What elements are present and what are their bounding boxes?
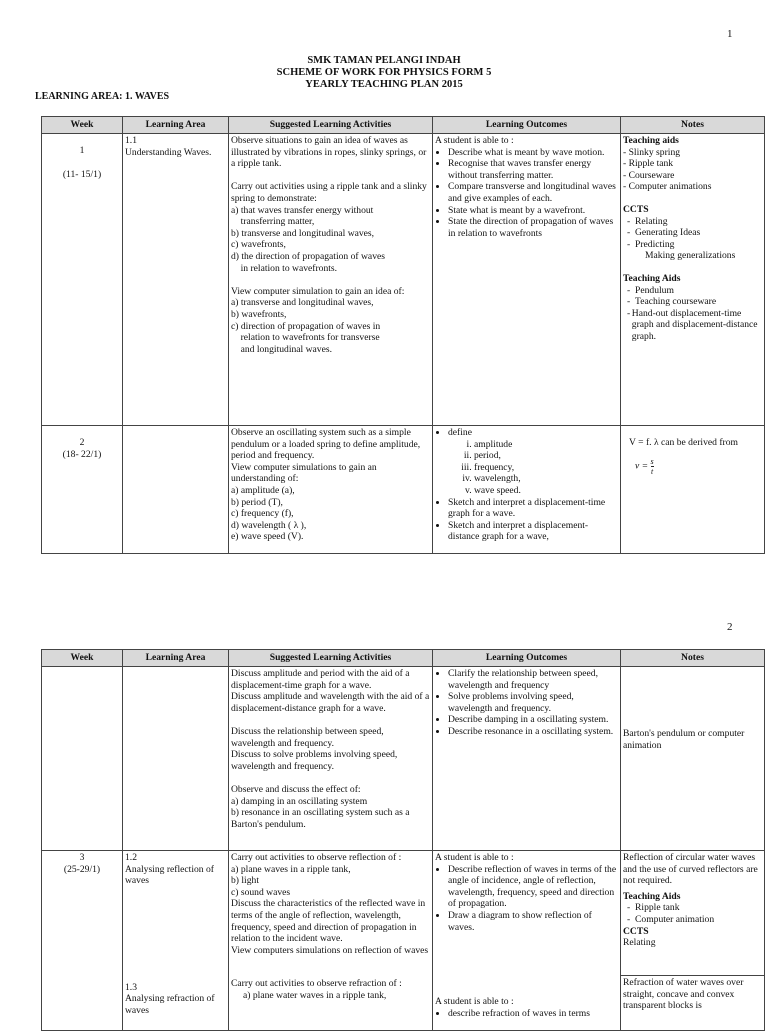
notes-cell	[621, 426, 765, 554]
notes-aids2-title: Teaching Aids	[623, 272, 681, 284]
week-cell	[42, 134, 123, 426]
area-code: 1.2	[125, 852, 137, 863]
notes-cell	[621, 667, 765, 851]
outcomes-intro: A student is able to :	[435, 852, 514, 863]
list-item: • Solve problems involving speed, wavelength and frequency.	[448, 691, 618, 714]
notes-ccts-title: CCTS	[623, 925, 649, 937]
activities-cell	[229, 134, 433, 426]
list-item: • define i. amplitude ii. period, iii. frequency, iv. wavelength, v. wave speed.	[448, 427, 618, 497]
header-week: Week	[42, 117, 123, 134]
list-item: - Computer animation	[627, 913, 715, 925]
outcomes-cell	[433, 851, 621, 1031]
learning-area-cell	[123, 851, 229, 1031]
week-cell	[42, 426, 123, 554]
area-title: Analysing reflection of waves	[125, 863, 214, 887]
list-item: iii. frequency,	[474, 462, 618, 474]
area-code: 1.3	[125, 981, 137, 993]
header-outcomes: Learning Outcomes	[433, 650, 621, 667]
velocity-formula: v = $\frac{s}{t}$	[635, 456, 654, 476]
list-item: • State what is meant by a wavefront.	[448, 205, 618, 217]
notes-cell	[621, 851, 765, 1031]
week-number: 2	[79, 437, 85, 448]
activities-text: Observe situations to gain an idea of waves as illustrated by vibrations in ropes, slinky springs, or a ripple tank. Carry out activities using a ripple tank and a slinky spring to demonstrate: a) that waves transfer energy without transferring matter, b) transverse and longitudinal waves, c) wavefronts, d) the direction of propagation of waves in relation to wavefronts. View computer simulation to gain an idea of: a) transverse and longitudinal waves, b) wavefronts, c) direction of propagation of waves in relation to wavefronts for transverse and longitudinal waves.	[231, 135, 427, 355]
week-dates: (11- 15/1)	[62, 168, 102, 180]
header-notes: Notes	[621, 650, 765, 667]
activities-text: Discuss amplitude and period with the aid of a displacement-time graph for a wave. Discuss amplitude and wavelength with the aid of a displacement-distance graph for a wave. Discuss the relationship between speed, wavelength and frequency. Discuss to solve problems involving speed, wavelength and frequency. Observe and discuss the effect of: a) damping in an oscillating system b) resonance in an oscillating system such as a Barton's pendulum.	[231, 668, 430, 830]
list-item: iv. wavelength,	[474, 473, 618, 485]
list-item: i. amplitude	[474, 439, 618, 451]
header-week: Week	[42, 650, 123, 667]
list-item: - Teaching courseware	[627, 296, 717, 308]
note-formula: V = f. λ can be derived from	[629, 437, 738, 448]
outcomes-cell	[433, 426, 621, 554]
list-item: • Sketch and interpret a displacement-distance graph for a wave,	[448, 520, 618, 543]
activities-cell	[229, 667, 433, 851]
page-number: 2	[727, 621, 733, 633]
list-item: Relating	[623, 937, 656, 949]
learning-area-cell	[123, 426, 229, 554]
list-item: • Sketch and interpret a displacement-time graph for a wave.	[448, 497, 618, 520]
learning-area-title: LEARNING AREA: 1. WAVES	[35, 91, 170, 102]
scheme-title: SCHEME OF WORK FOR PHYSICS FORM 5	[276, 67, 492, 78]
list-item: - Predicting	[627, 238, 675, 250]
outcomes-cell	[433, 134, 621, 426]
header-activities: Suggested Learning Activities	[229, 117, 433, 134]
list-item: - Hand-out displacement-time graph and displacement-distance graph.	[627, 307, 758, 342]
list-item: - Generating Ideas	[627, 227, 701, 239]
notes-aids-title: Teaching Aids	[623, 890, 681, 902]
list-item: • Draw a diagram to show reflection of waves.	[448, 910, 618, 933]
learning-area-cell	[123, 667, 229, 851]
teaching-plan-table-page2	[41, 649, 765, 1031]
area-code: 1.1	[125, 135, 137, 146]
activities-cell	[229, 426, 433, 554]
header-learning-area: Learning Area	[123, 117, 229, 134]
notes-text: Barton's pendulum or computer animation	[623, 728, 745, 751]
list-item: • Describe reflection of waves in terms of the angle of incidence, angle of reflection, wavelength, frequency, speed and direction of propagation.	[448, 864, 618, 910]
outcomes-intro: A student is able to :	[435, 135, 514, 146]
list-item: • Describe what is meant by wave motion.	[448, 147, 618, 159]
header-outcomes: Learning Outcomes	[433, 117, 621, 134]
learning-area-cell	[123, 134, 229, 426]
list-item: - Courseware	[623, 169, 675, 181]
school-name: SMK TAMAN PELANGI INDAH	[307, 55, 461, 66]
list-item: - Relating	[627, 215, 668, 227]
list-item: • Describe damping in a oscillating system.	[448, 714, 618, 726]
list-item: • State the direction of propagation of waves in relation to wavefronts	[448, 216, 618, 239]
table-row	[42, 851, 765, 1031]
header-notes: Notes	[621, 117, 765, 134]
area-title: Understanding Waves.	[125, 146, 212, 158]
list-item: - Ripple tank	[623, 158, 674, 170]
activities-cell	[229, 851, 433, 1031]
list-item: - Computer animations	[623, 181, 712, 193]
table-row	[42, 426, 765, 554]
table-header-row	[42, 650, 765, 667]
list-item: • Compare transverse and longitudinal waves and give examples of each.	[448, 181, 618, 204]
table-row	[42, 134, 765, 426]
week-number: 1	[79, 145, 85, 156]
week-dates: (18- 22/1)	[62, 448, 102, 460]
header-activities: Suggested Learning Activities	[229, 650, 433, 667]
outcomes-cell	[433, 667, 621, 851]
list-item: a) plane water waves in a ripple tank,	[243, 989, 387, 1001]
week-number: 3	[79, 852, 85, 863]
teaching-plan-table-page1	[41, 116, 765, 554]
header-learning-area: Learning Area	[123, 650, 229, 667]
activities-text-2: Carry out activities to observe refraction of :	[231, 978, 402, 990]
list-item: Making generalizations	[645, 250, 736, 262]
notes-text: Reflection of circular water waves and the use of curved reflectors are not required.	[623, 852, 758, 887]
list-item: • Clarify the relationship between speed, wavelength and frequency	[448, 668, 618, 691]
week-cell	[42, 851, 123, 1031]
table-row	[42, 667, 765, 851]
activities-text: Observe an oscillating system such as a simple pendulum or a loaded spring to define amplitude, period and frequency. View computer simulations to gain an understanding of: a) amplitude (a), b) period (T), c) frequency (f), d) wavelength ( λ ), e) wave speed (V).	[231, 427, 421, 543]
list-item: • Recognise that waves transfer energy without transferring matter.	[448, 158, 618, 181]
list-item: - Pendulum	[627, 284, 674, 296]
activities-text: Carry out activities to observe reflection of : a) plane waves in a ripple tank, b) light c) sound waves Discuss the characteristics of the reflected wave in terms of the angle of reflection, wavelength, frequency, speed and direction of propagation in relation to the incident wave. View computers simulations on reflection of waves	[231, 852, 429, 956]
plan-title: YEARLY TEACHING PLAN 2015	[305, 79, 463, 90]
notes-aids-title: Teaching aids	[623, 135, 679, 146]
list-item: - Ripple tank	[627, 902, 680, 914]
page-number: 1	[727, 28, 733, 40]
table-header-row	[42, 117, 765, 134]
week-cell	[42, 667, 123, 851]
list-item: v. wave speed.	[474, 485, 618, 497]
notes-ccts-title: CCTS	[623, 203, 649, 215]
area-title: Analysing refraction of waves	[125, 993, 215, 1016]
outcomes-intro: A student is able to :	[435, 996, 514, 1008]
week-dates: (25-29/1)	[63, 863, 101, 875]
list-item: - Slinky spring	[623, 146, 681, 158]
list-item: • describe refraction of waves in terms	[448, 1008, 618, 1020]
list-item: • Describe resonance in a oscillating system.	[448, 726, 618, 738]
notes-cell	[621, 134, 765, 426]
notes-text: Refraction of water waves over straight, concave and convex transparent blocks is	[623, 977, 744, 1012]
list-item: ii. period,	[474, 450, 618, 462]
